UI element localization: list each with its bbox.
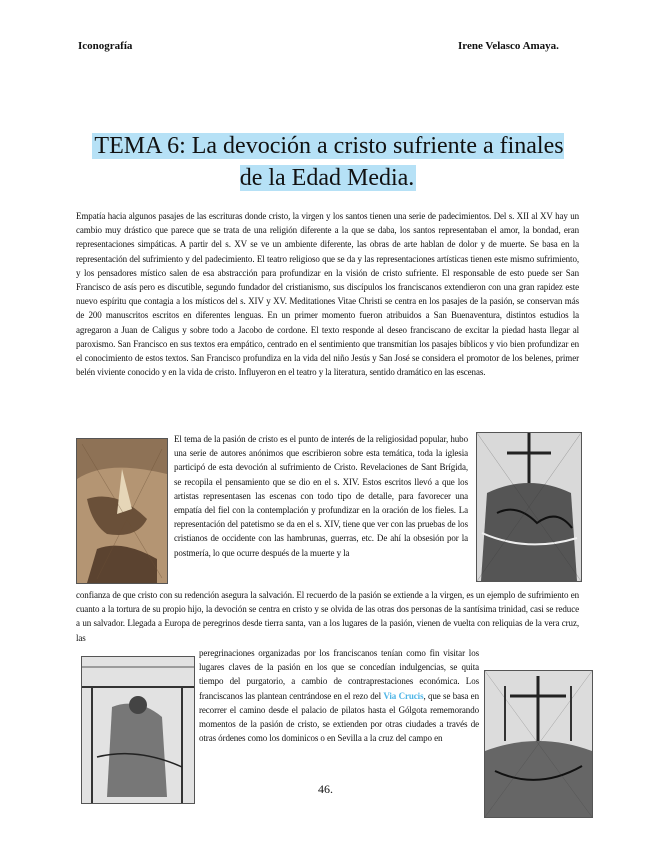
engraving-calvary-image <box>484 670 593 818</box>
engraving-crucifixion-crowd-image <box>476 432 582 582</box>
title-text: TEMA 6: La devoción a cristo sufriente a finales de la Edad Media. <box>94 133 564 191</box>
paragraph-pilgrimages <box>199 646 479 745</box>
paragraph-redemption: confianza de que cristo con su redención asegura la salvación. El recuerdo de la pasión se extiende a la virgen, es un ejemplo de sufrimiento en cuanto a la tortura de su propio hijo, la devoción se centra en cristo y se olvida de las otras dos personas de la santísima trinidad, casi se reduce a un salvador. Llegada a Europa de peregrinos desde tierra santa, van a los lugares de la pasión, vienen de vuelta con reliquias de la vera cruz, las <box>76 590 579 643</box>
page-title <box>80 130 576 194</box>
header-author: Irene Velasco Amaya. <box>458 40 559 52</box>
paragraph-intro: Empatía hacia algunos pasajes de las escrituras donde cristo, la virgen y los santos tienen una serie de padecimientos. Del s. XII al XV hay un cambio muy drástico que parece que se trata de una religión diferente a la que se daba, los santos representaban el amor, la bondad, eran representaciones simpáticas. A partir del s. XV se ve un ambiente diferente, las obras de arte hablan de dolor y de muerte. Se basa en la representación del sufrimiento y del padecimiento. El teatro religioso que se da y las representaciones artísticas tienen este mismo sufrimiento, y los pensadores místico salen de esa abstracción para profundizar en la visión de cristo sufriente. El responsable de esto puede ser San Francisco de asís pero es discutible, segundo fundador del cristianismo, sus discípulos los franciscanos extendieron con una gran rapidez este nuevo espíritu que contagia a los místicos del s. XIV y XV. Meditationes Vitae Christi se centra en los pasajes de la pasión, se conservan más de 200 manuscritos escritos en diferentes lenguas. En un primer momento fueron atribuidos a San Buenaventura, distintos estudios la agregaron a Juan de Caligus y sobre todo a Jacobo de cordone. El texto responde al deseo franciscano de excitar la piedad hasta llegar al paroxismo. San Francisco en sus textos era empático, centrado en el sentimiento que transmitían los pasajes bíblicos y vio bien profundizar en el conocimiento de estos textos. San Francisco profundiza en la vida del niño Jesús y San José se considera el promotor de los belenes, primer belén viviente conocido y en la vida de cristo. Influyeron en el teatro y la literatura, sentido dramático en las escenas. <box>76 211 579 378</box>
page-number: 46. <box>318 782 333 796</box>
engraving-judgment-scene-image <box>81 656 195 804</box>
via-crucis-link[interactable]: Via Crucis <box>383 690 424 701</box>
header-subject: Iconografía <box>78 40 133 52</box>
paragraph-passion-theme: El tema de la pasión de cristo es el punto de interés de la religiosidad popular, hubo una serie de autores anónimos que escribieron sobre esta temática, toda la iglesia participó de esta devoción al sufrimiento de Cristo. Revelaciones de Sant Brígida, se recopila el pensamiento que se dio en el s. XIV. Estos escritos llevó a que los artistas representasen las escenas con todo tipo de detalle, para favorecer una empatía del fiel con la contemplación y profundizar en la oración de los fieles. La representación del patetismo se da en el s. XIV, tiene que ver con las pruebas de los cristianos de occidente con las hambrunas, guerras, etc. De ahí la obsesión por la postmería, lo que ocurre después de la muerte y la <box>174 434 468 558</box>
pilgrimages-text-start: peregrinaciones organizadas por los franciscanos tenían como fin visitar los lugares claves de la pasión en los que se concedían indulgencias, se quita tiempo del purgatorio, a cambio de contraprestaciones económica. Los franciscanos las plantean centrándose en el rezo del <box>199 648 479 701</box>
engraving-agony-in-garden-image <box>76 438 168 584</box>
pilgrimages-text-end: , que se basa en recorrer el camino desde el palacio de pilatos hasta el Gólgota rememorando momentos de la pasión de cristo, se extienden por otras ciudades a través de otras órdenes como los dominicos o en Sevilla a la cruz del campo en <box>199 690 479 744</box>
